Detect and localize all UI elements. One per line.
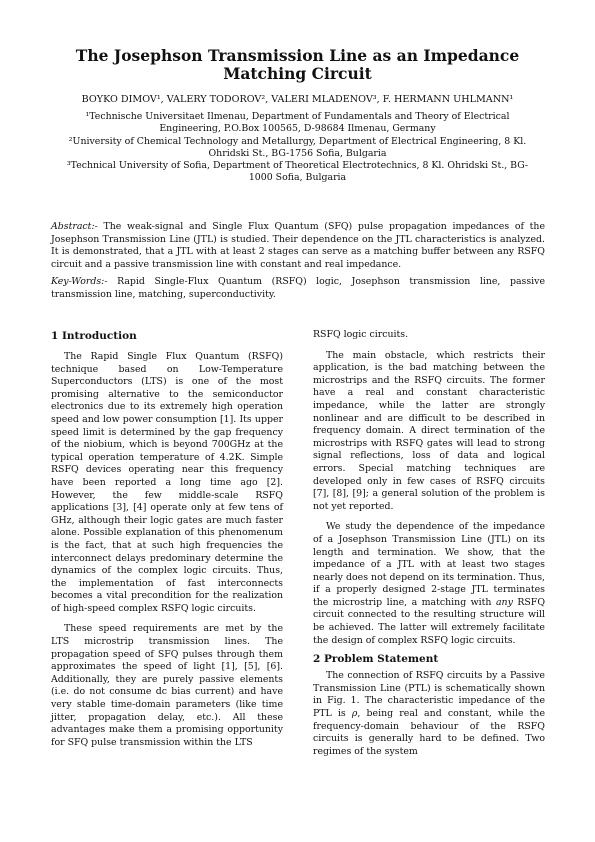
abstract <box>51 221 545 271</box>
emphasis-text: any <box>495 596 513 608</box>
paragraph-text: RSFQ circuit connected to the resulting structure will be achieved. The latter will extremely facilitate the design of complex RSFQ logic circuits. <box>313 596 545 646</box>
paragraph-continued: RSFQ logic circuits. <box>313 329 409 340</box>
affiliation-2: ²University of Chemical Technology and Metallurgy, Department of Electrical Engineering, 8 Kl. Ohridski St., BG-1756 Sofia, Bulgaria <box>68 135 527 159</box>
paragraph: The main obstacle, which restricts their application, is the bad matching between the microstrips and the RSFQ circuits. The former have a real and constant characteristic impedance, while the latter are strongly nonlinear and are difficult to be described in frequency domain. A direct termination of the microstrips with RSFQ gates will lead to strong signal reflections, loss of data and logical errors. Special matching techniques are developed only in few cases of RSFQ circuits [7], [8], [9]; a general solution of the problem is not yet reported. <box>313 349 545 512</box>
paragraph-text: , being real and constant, while the frequency-domain behaviour of the RSFQ circuits is generally hard to be defined. Two regimes of the system <box>313 708 545 757</box>
section-heading-introduction: 1 Introduction <box>51 330 137 342</box>
abstract-text: The weak-signal and Single Flux Quantum (SFQ) pulse propagation impedances of the Josephson Transmission Line (JTL) is studied. Their dependence on the JTL characteristics is analyzed. It is demonstrated, that a JTL with at least 2 stages can serve as a matching buffer between any RSFQ circuit and a passive transmission line with constant and real impedance. <box>51 221 545 270</box>
abstract-label: Abstract:- <box>51 221 98 232</box>
keywords <box>51 276 545 301</box>
paragraph-text: We study the dependence of the impedance of a Josephson Transmission Line (JTL) on its length and termination. We show, that the impedance of a JTL with at least two stages nearly does not depend on its termination. Thus, if a properly designed 2-stage JTL terminates the microstrip line, a matching with <box>313 521 545 608</box>
affiliation-1: ¹Technische Universitaet Ilmenau, Department of Fundamentals and Theory of Electrical Engineering, P.O.Box 100565, D-98684 Ilmenau, Germany <box>85 111 510 135</box>
paragraph <box>313 521 545 647</box>
paragraph: The Rapid Single Flux Quantum (RSFQ) technique based on Low-Temperature Superconductors (LTS) is one of the most promising alternative to the semiconductor electronics due to its extremely high operation speed and low power consumption [1]. Its upper speed limit is determined by the gap frequency of the niobium, which is beyond 700GHz at the typical operation temperature of 4.2K. Simple RSFQ devices operating near this frequency have been reported a long time ago [2]. However, the few middle-scale RSFQ applications [3], [4] operate only at few tens of GHz, although their logic gates are much faster alone. Possible explanation of this phenomenum is the fact, that at such high frequencies the interconnect delays predominary determine the dynamics of the complex logic circuits. Thus, the implementation of fast interconnects becomes a vital precondition for the realization of high-speed complex RSFQ logic circuits. <box>51 351 283 614</box>
section-heading-problem-statement: 2 Problem Statement <box>313 653 439 666</box>
paragraph: These speed requirements are met by the LTS microstrip transmission lines. The propagation speed of SFQ pulses through them approximates the speed of light [1], [5], [6]. Additionally, they are purely passive elements (i.e. do not consume dc bias current) and have very stable time-domain parameters (like time jitter, propagation delay, etc.). All these advantages make them a promising opportunity for SFQ pulse transmission within the LTS <box>51 623 283 748</box>
paragraph <box>313 670 545 758</box>
paragraph-text: The connection of RSFQ circuits by a Passive Transmission Line (PTL) is schematically shown in Fig. 1. The characteristic impedance of the PTL is <box>313 670 545 720</box>
rho-symbol: ρ <box>351 708 358 720</box>
author-list: BOYKO DIMOV¹, VALERY TODOROV², VALERI MLADENOV³, F. HERMANN UHLMANN¹ <box>81 94 514 105</box>
affiliations <box>60 111 535 185</box>
keywords-text: Rapid Single-Flux Quantum (RSFQ) logic, Josephson transmission line, passive transmission line, matching, superconductivity. <box>51 276 545 300</box>
paper-title: The Josephson Transmission Line as an Impedance Matching Circuit <box>75 46 520 83</box>
right-column <box>313 329 545 758</box>
affiliation-3: ³Technical University of Sofia, Department of Theoretical Electrotechnics, 8 Kl. Ohridski St., BG-1000 Sofia, Bulgaria <box>66 160 529 184</box>
keywords-label: Key-Words:- <box>51 276 108 288</box>
left-column <box>51 330 283 749</box>
abstract-block <box>51 221 545 307</box>
